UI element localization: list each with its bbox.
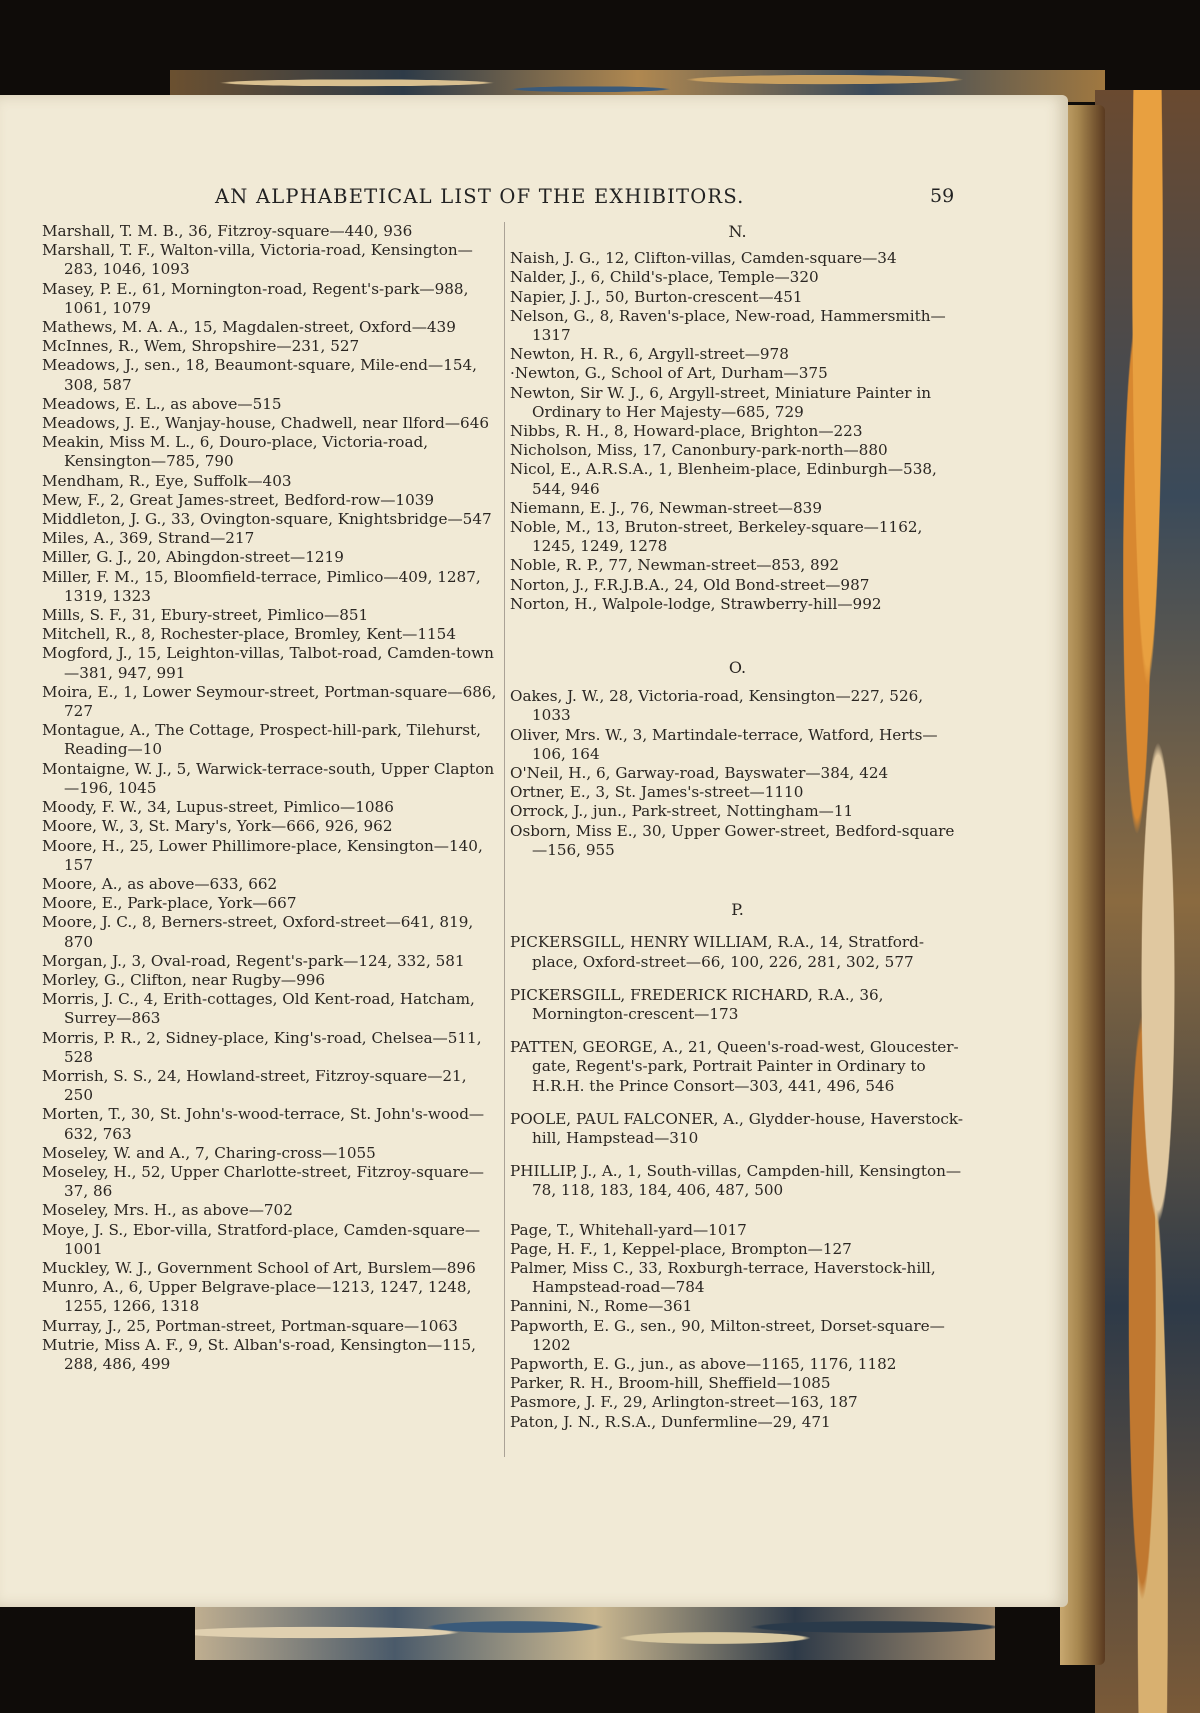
list-item: Marshall, T. M. B., 36, Fitzroy-square—440, 936 <box>42 222 413 240</box>
list-item: Mitchell, R., 8, Rochester-place, Bromley, Kent—1154 <box>42 625 456 644</box>
list-item: Nibbs, R. H., 8, Howard-place, Brighton—223 <box>510 422 863 441</box>
list-item: Munro, A., 6, Upper Belgrave-place—1213, 1247, 1248, 1255, 1266, 1318 <box>42 1278 472 1316</box>
list-item: Noble, M., 13, Bruton-street, Berkeley-square—1162, 1245, 1249, 1278 <box>510 518 923 556</box>
list-item: Morris, P. R., 2, Sidney-place, King's-road, Chelsea—511, 528 <box>42 1028 482 1066</box>
page-number: 59 <box>930 185 955 207</box>
list-item: Orrock, J., jun., Park-street, Nottingham—11 <box>510 802 854 821</box>
list-item: Pasmore, J. F., 29, Arlington-street—163, 187 <box>510 1393 858 1412</box>
academician-entry: PHILLIP, J., A., 1, South-villas, Campden-hill, Kensington—78, 118, 183, 184, 406, 487, 500 <box>510 1162 962 1200</box>
list-item: Paton, J. N., R.S.A., Dunfermline—29, 471 <box>510 1412 831 1431</box>
marbled-edge-bottom <box>195 1605 995 1660</box>
list-item: Murray, J., 25, Portman-street, Portman-square—1063 <box>42 1316 458 1335</box>
list-item: Newton, Sir W. J., 6, Argyll-street, Miniature Painter in Ordinary to Her Majesty—685, 729 <box>510 383 932 421</box>
list-item: Miller, F. M., 15, Bloomfield-terrace, Pimlico—409, 1287, 1319, 1323 <box>42 567 481 605</box>
list-item: Nicholson, Miss, 17, Canonbury-park-north—880 <box>510 441 888 460</box>
list-item: Moseley, Mrs. H., as above—702 <box>42 1201 293 1220</box>
list-item: Morris, J. C., 4, Erith-cottages, Old Kent-road, Hatcham, Surrey—863 <box>42 990 475 1028</box>
list-item: Middleton, J. G., 33, Ovington-square, Knightsbridge—547 <box>42 510 492 529</box>
list-item: Papworth, E. G., jun., as above—1165, 1176, 1182 <box>510 1354 897 1373</box>
list-item: Moore, J. C., 8, Berners-street, Oxford-street—641, 819, 870 <box>42 913 474 951</box>
list-item: Oakes, J. W., 28, Victoria-road, Kensington—227, 526, 1033 <box>510 687 924 725</box>
list-item: Moseley, W. and A., 7, Charing-cross—1055 <box>42 1143 376 1162</box>
list-item: Niemann, E. J., 76, Newman-street—839 <box>510 498 822 517</box>
right-column <box>510 222 965 1432</box>
academician-entry: PICKERSGILL, HENRY WILLIAM, R.A., 14, Stratford-place, Oxford-street—66, 100, 226, 281, 302, 577 <box>510 933 924 971</box>
list-item: Meadows, J. E., Wanjay-house, Chadwell, near Ilford—646 <box>42 414 490 433</box>
list-item: Palmer, Miss C., 33, Roxburgh-terrace, Haverstock-hill, Hampstead-road—784 <box>510 1258 936 1297</box>
marbled-cover-right <box>1095 90 1200 1713</box>
list-item: Morley, G., Clifton, near Rugby—996 <box>42 970 326 989</box>
academician-entry: PATTEN, GEORGE, A., 21, Queen's-road-west, Gloucester-gate, Regent's-park, Portrait Painter in Ordinary to H.R.H. the Prince Consort—303, 441, 496, 546 <box>510 1038 959 1095</box>
list-item: Muckley, W. J., Government School of Art, Burslem—896 <box>42 1258 476 1277</box>
list-item: Meakin, Miss M. L., 6, Douro-place, Victoria-road, Kensington—785, 790 <box>42 433 429 471</box>
list-item: Marshall, T. F., Walton-villa, Victoria-road, Kensington—283, 1046, 1093 <box>42 241 473 279</box>
list-item: Moseley, H., 52, Upper Charlotte-street, Fitzroy-square—37, 86 <box>42 1162 484 1201</box>
page-header <box>0 185 1068 215</box>
running-title: AN ALPHABETICAL LIST OF THE EXHIBITORS. <box>215 185 745 208</box>
list-item: Miles, A., 369, Strand—217 <box>42 529 255 548</box>
list-item: Montague, A., The Cottage, Prospect-hill-park, Tilehurst, Reading—10 <box>42 721 481 759</box>
list-item: Papworth, E. G., sen., 90, Milton-street, Dorset-square—1202 <box>510 1316 945 1354</box>
list-item: Napier, J. J., 50, Burton-crescent—451 <box>510 287 803 306</box>
column-divider <box>504 222 505 1457</box>
list-item: Miller, G. J., 20, Abingdon-street—1219 <box>42 548 344 567</box>
academician-entry: PICKERSGILL, FREDERICK RICHARD, R.A., 36, Mornington-crescent—173 <box>510 985 884 1023</box>
list-item: O'Neil, H., 6, Garway-road, Bayswater—384, 424 <box>510 764 889 783</box>
section-heading-o: O. <box>728 658 747 678</box>
list-item: Norton, J., F.R.J.B.A., 24, Old Bond-street—987 <box>510 575 870 594</box>
list-item: Pannini, N., Rome—361 <box>510 1297 693 1316</box>
list-item: Nicol, E., A.R.S.A., 1, Blenheim-place, Edinburgh—538, 544, 946 <box>510 460 937 498</box>
list-item: Oliver, Mrs. W., 3, Martindale-terrace, Watford, Herts—106, 164 <box>510 725 938 763</box>
list-item: Mogford, J., 15, Leighton-villas, Talbot-road, Camden-town—381, 947, 991 <box>42 644 494 682</box>
list-item: Moira, E., 1, Lower Seymour-street, Portman-square—686, 727 <box>42 682 497 721</box>
list-item: Page, H. F., 1, Keppel-place, Brompton—127 <box>510 1239 852 1258</box>
list-item: Mutrie, Miss A. F., 9, St. Alban's-road, Kensington—115, 288, 486, 499 <box>42 1335 476 1373</box>
list-item: Meadows, E. L., as above—515 <box>42 394 282 413</box>
list-item: ·Newton, G., School of Art, Durham—375 <box>510 364 828 383</box>
list-item: Parker, R. H., Broom-hill, Sheffield—1085 <box>510 1374 831 1393</box>
list-item: Mills, S. F., 31, Ebury-street, Pimlico—851 <box>42 606 369 625</box>
list-item: Ortner, E., 3, St. James's-street—1110 <box>510 783 804 802</box>
list-item: Naish, J. G., 12, Clifton-villas, Camden-square—34 <box>510 249 897 268</box>
list-item: Moore, A., as above—633, 662 <box>42 874 278 893</box>
list-item: Moye, J. S., Ebor-villa, Stratford-place, Camden-square—1001 <box>42 1220 481 1258</box>
list-item: Morten, T., 30, St. John's-wood-terrace, St. John's-wood—632, 763 <box>42 1105 485 1143</box>
list-item: Nelson, G., 8, Raven's-place, New-road, Hammersmith—1317 <box>510 306 946 345</box>
academician-entry: POOLE, PAUL FALCONER, A., Glydder-house, Haverstock-hill, Hampstead—310 <box>510 1109 963 1147</box>
list-item: Nalder, J., 6, Child's-place, Temple—320 <box>510 268 819 287</box>
list-item: Morrish, S. S., 24, Howland-street, Fitzroy-square—21, 250 <box>42 1066 467 1105</box>
list-item: McInnes, R., Wem, Shropshire—231, 527 <box>42 337 360 356</box>
left-column <box>42 222 500 1374</box>
list-item: Noble, R. P., 77, Newman-street—853, 892 <box>510 556 840 575</box>
list-item: Moore, H., 25, Lower Phillimore-place, Kensington—140, 157 <box>42 836 483 874</box>
list-item: Mew, F., 2, Great James-street, Bedford-row—1039 <box>42 490 435 509</box>
list-item: Morgan, J., 3, Oval-road, Regent's-park—124, 332, 581 <box>42 951 465 970</box>
list-item: Newton, H. R., 6, Argyll-street—978 <box>510 345 789 364</box>
list-item: Norton, H., Walpole-lodge, Strawberry-hill—992 <box>510 594 882 613</box>
list-item: Osborn, Miss E., 30, Upper Gower-street, Bedford-square—156, 955 <box>510 821 955 859</box>
list-item: Meadows, J., sen., 18, Beaumont-square, Mile-end—154, 308, 587 <box>42 356 478 394</box>
list-item: Masey, P. E., 61, Mornington-road, Regent's-park—988, 1061, 1079 <box>42 279 469 317</box>
list-item: Montaigne, W. J., 5, Warwick-terrace-south, Upper Clapton—196, 1045 <box>42 759 495 797</box>
section-heading-p: P. <box>731 900 744 920</box>
list-item: Mathews, M. A. A., 15, Magdalen-street, Oxford—439 <box>42 318 456 337</box>
section-heading-n: N. <box>728 222 747 241</box>
list-item: Mendham, R., Eye, Suffolk—403 <box>42 471 292 490</box>
list-item: Moody, F. W., 34, Lupus-street, Pimlico—1086 <box>42 798 394 817</box>
list-item: Moore, E., Park-place, York—667 <box>42 894 297 913</box>
list-item: Moore, W., 3, St. Mary's, York—666, 926, 962 <box>42 817 393 836</box>
list-item: Page, T., Whitehall-yard—1017 <box>510 1220 747 1239</box>
